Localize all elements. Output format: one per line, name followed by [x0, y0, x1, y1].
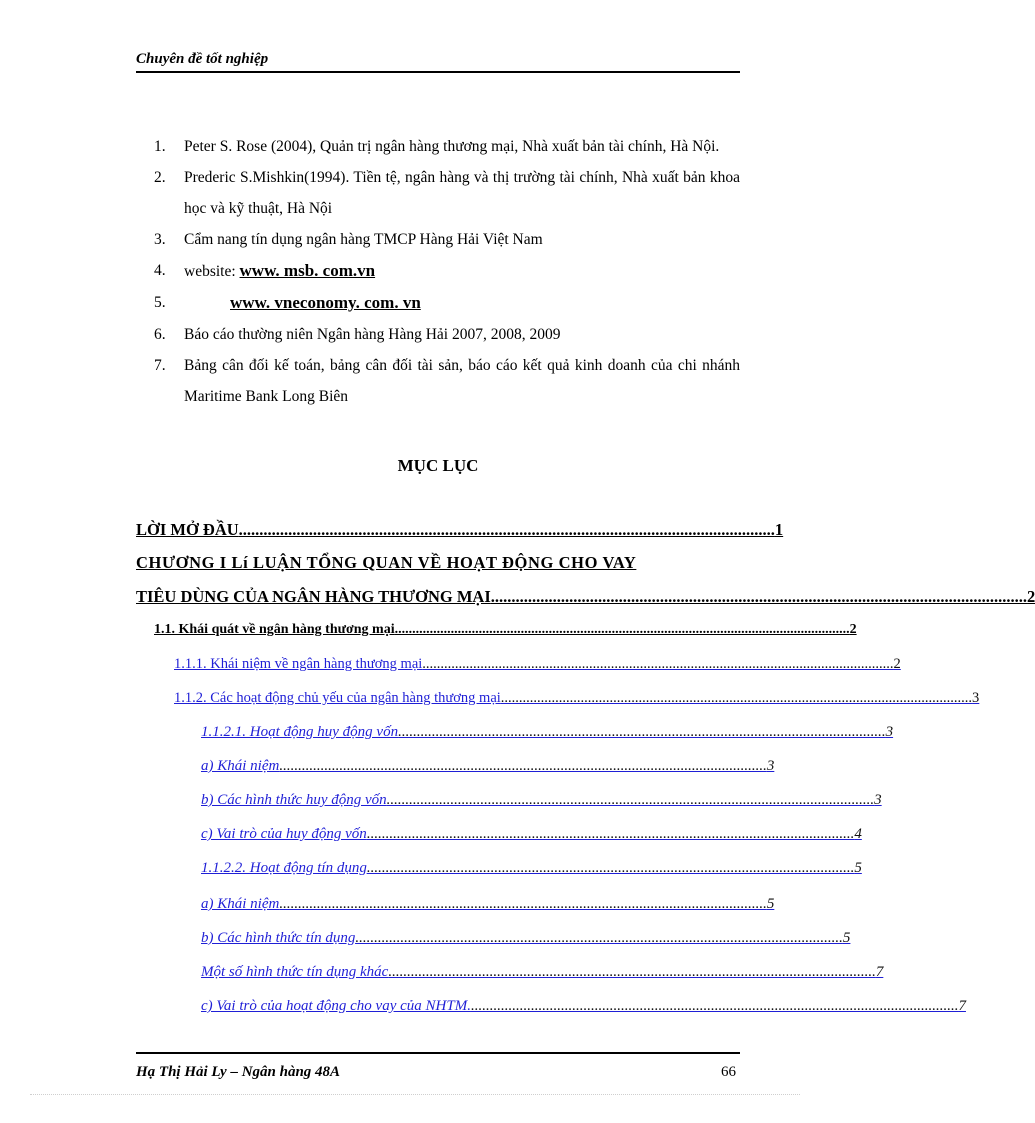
toc-entry-page: 2 [893, 656, 901, 672]
toc-entry-leader: .................................................................................................................................. [366, 826, 855, 842]
toc-entry[interactable] [174, 656, 901, 673]
toc-entry-page: 5 [842, 930, 851, 946]
toc-entry[interactable] [201, 826, 862, 843]
toc-entry-page: 1 [774, 520, 784, 539]
toc-entry-page: 3 [874, 792, 882, 808]
toc-entry-leader: .................................................................................................................................. [386, 792, 875, 808]
toc-entry-text: 1.1.2. Các hoạt động chủ yếu của ngân hàng thương mại [174, 690, 501, 706]
toc-entry-page: 3 [766, 758, 775, 774]
reference-text: Prederic S.Mishkin(1994). Tiền tệ, ngân hàng và thị trường tài chính, Nhà xuất bản khoa học và kỹ thuật, Hà Nội [184, 169, 740, 217]
reference-item [150, 224, 740, 255]
reference-number: 4. [154, 262, 166, 279]
reference-item [150, 350, 740, 412]
toc-entry-text: 1.1.2.2. Hoạt động tín dụng [201, 860, 367, 876]
toc-entry-leader: .................................................................................................................................. [470, 998, 959, 1014]
reference-item [150, 319, 740, 350]
footer-page-number: 66 [721, 1064, 736, 1080]
toc-entry-page: 4 [854, 826, 862, 842]
toc-entry[interactable] [201, 896, 775, 913]
toc-entry-leader: .................................................................................................................................. [422, 656, 894, 672]
toc-entry-text: TIÊU DÙNG CỦA NGÂN HÀNG THƯƠNG MẠI [136, 587, 491, 606]
toc-entry-text: c) Vai trò của huy động vốn [201, 826, 367, 842]
reference-number: 7. [154, 357, 166, 374]
toc-entry-leader: .................................................................................................................................. [500, 690, 973, 706]
toc-entry-page: 3 [885, 724, 894, 740]
toc-entry[interactable] [201, 758, 775, 775]
footer-author: Hạ Thị Hải Ly – Ngân hàng 48A [136, 1064, 341, 1080]
reference-item [150, 131, 740, 162]
reference-link[interactable]: www. msb. com.vn [239, 261, 376, 280]
toc-entry[interactable] [201, 998, 966, 1015]
toc-entry-text: 1.1.2.1. Hoạt động huy động vốn [201, 724, 399, 740]
toc-entry-text: b) Các hình thức huy động vốn [201, 792, 387, 808]
page-header [136, 49, 740, 73]
toc-entry[interactable] [174, 690, 980, 707]
toc-entry-text: CHƯƠNG I Lí LUẬN TỔNG QUAN VỀ HOẠT ĐỘNG CHO VAY [136, 553, 637, 572]
reference-text: Báo cáo thường niên Ngân hàng Hàng Hải 2007, 2008, 2009 [184, 326, 561, 343]
reference-number: 2. [154, 169, 166, 186]
toc-entry-page: 2 [1027, 587, 1035, 606]
toc-entry-leader: .................................................................................................................................. [394, 622, 850, 637]
toc-entry-leader: .................................................................................................................................. [490, 587, 1028, 606]
header-title: Chuyên đề tốt nghiệp [136, 51, 269, 67]
reference-number: 1. [154, 138, 166, 155]
reference-number: 6. [154, 326, 166, 343]
toc-entry-text: Một số hình thức tín dụng khác [201, 964, 389, 980]
reference-text: Cẩm nang tín dụng ngân hàng TMCP Hàng Hải Việt Nam [184, 231, 543, 248]
toc-entry[interactable] [136, 553, 740, 573]
toc-entry-text: LỜI MỞ ĐẦU [136, 520, 239, 539]
toc-entry-leader: .................................................................................................................................. [388, 964, 876, 980]
toc-entry-leader: .................................................................................................................................. [366, 860, 855, 876]
toc-entry-leader: .................................................................................................................................. [238, 520, 775, 539]
toc-entry-leader: .................................................................................................................................. [279, 896, 767, 912]
reference-list [150, 131, 740, 412]
page-footer [136, 1052, 740, 1080]
toc-entry-text: 1.1. Khái quát về ngân hàng thương mại [154, 622, 395, 637]
toc-entry-text: a) Khái niệm [201, 896, 280, 912]
reference-item [150, 255, 740, 287]
toc-entry[interactable] [154, 622, 857, 638]
toc-entry[interactable] [136, 587, 1035, 607]
toc-entry-page: 5 [766, 896, 775, 912]
toc-entry-leader: .................................................................................................................................. [279, 758, 767, 774]
toc-entry[interactable] [201, 860, 862, 877]
toc-entry-text: 1.1.1. Khái niệm về ngân hàng thương mại [174, 656, 423, 672]
toc-entry-text: a) Khái niệm [201, 758, 280, 774]
toc-entry-page: 5 [854, 860, 862, 876]
toc-entry-text: b) Các hình thức tín dụng [201, 930, 356, 946]
toc-entry[interactable] [201, 930, 851, 947]
reference-text: Bảng cân đối kế toán, bảng cân đối tài sản, báo cáo kết quả kinh doanh của chi nhánh Maritime Bank Long Biên [184, 357, 740, 405]
reference-item [150, 287, 740, 319]
toc-title: MỤC LỤC [397, 456, 479, 475]
toc-entry-text: c) Vai trò của hoạt động cho vay của NHTM. [201, 998, 471, 1014]
toc-entry[interactable] [136, 520, 784, 540]
reference-prefix: website: [184, 263, 240, 280]
toc-entry-page: 7 [958, 998, 966, 1014]
reference-number: 3. [154, 231, 166, 248]
toc-entry-leader: .................................................................................................................................. [355, 930, 843, 946]
reference-text: Peter S. Rose (2004), Quản trị ngân hàng thương mại, Nhà xuất bản tài chính, Hà Nội. [184, 138, 720, 155]
reference-number: 5. [154, 294, 166, 311]
toc-entry-page: 2 [849, 622, 857, 637]
toc-entry[interactable] [201, 792, 882, 809]
toc-entry[interactable] [201, 724, 894, 741]
toc-entry-page: 3 [972, 690, 980, 706]
reference-link[interactable]: www. vneconomy. com. vn [230, 293, 421, 312]
toc-entry-leader: .................................................................................................................................. [398, 724, 886, 740]
toc-entry[interactable] [201, 964, 884, 981]
page-bottom-divider [30, 1094, 800, 1095]
reference-item [150, 162, 740, 224]
toc-entry-page: 7 [875, 964, 884, 980]
